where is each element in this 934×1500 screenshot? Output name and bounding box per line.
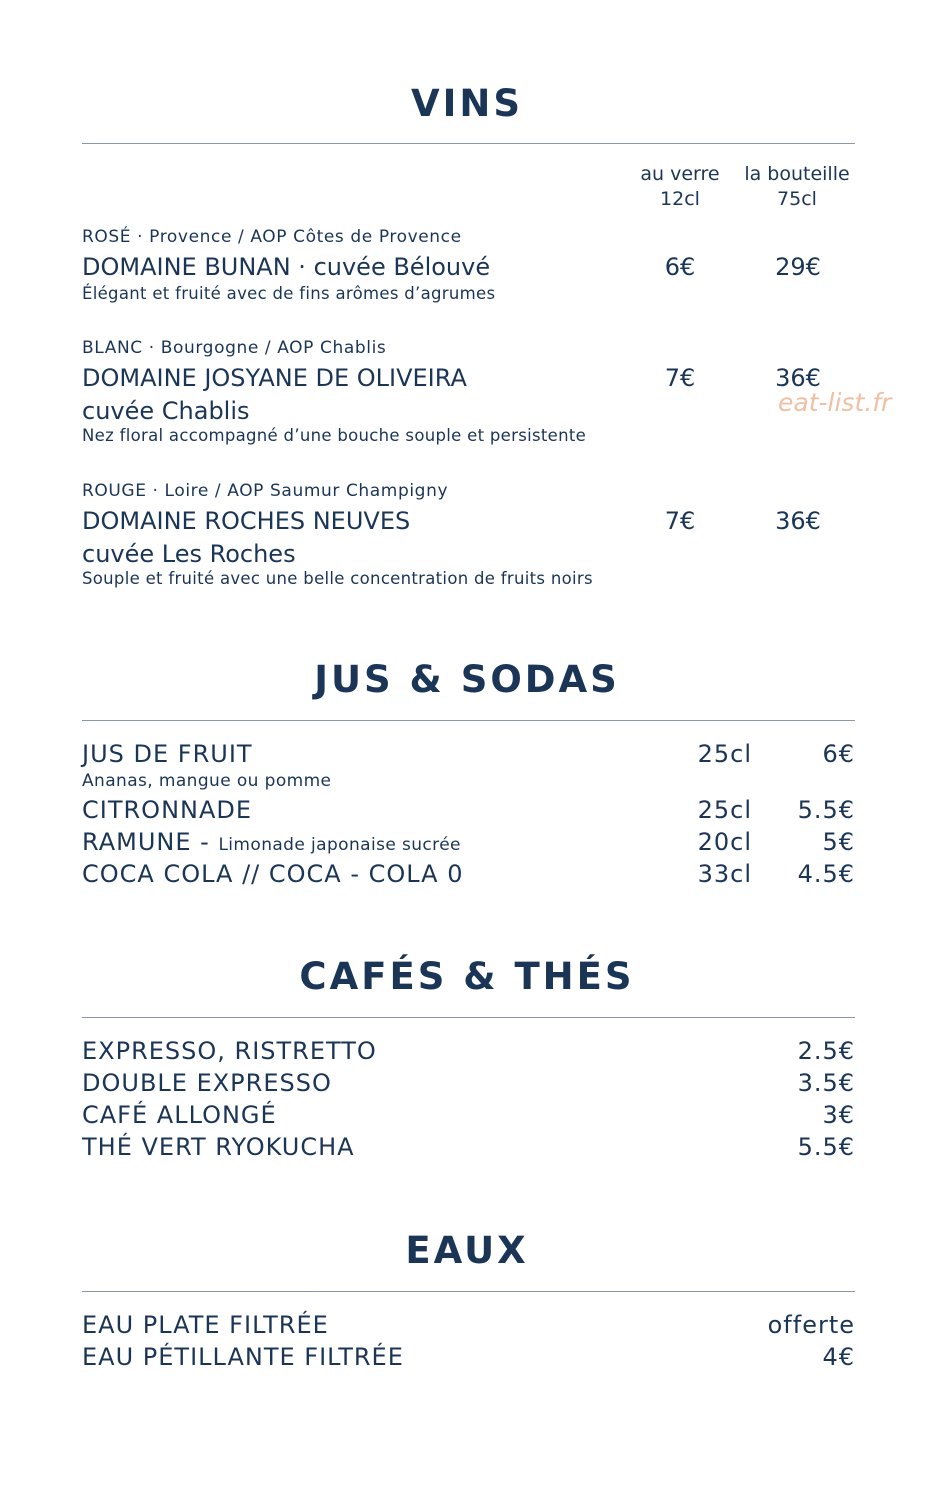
drink-name: RAMUNE -	[82, 828, 219, 856]
drink-note: Limonade japonaise sucrée	[218, 835, 461, 855]
wine-price-bottle: 36€	[775, 507, 821, 535]
cafe-price: 5.5€	[797, 1133, 855, 1161]
drink-name-row	[82, 828, 461, 856]
divider-eaux	[82, 1291, 855, 1292]
section-title-jus-sodas: JUS & SODAS	[314, 658, 620, 701]
drink-price: 5€	[822, 828, 855, 856]
drink-volume: 25cl	[697, 796, 752, 824]
drink-name: JUS DE FRUIT	[82, 740, 253, 768]
wine-cuvee: cuvée Chablis	[82, 397, 250, 425]
drink-price: 6€	[822, 740, 855, 768]
divider-vins	[82, 143, 855, 144]
cafe-price: 3€	[822, 1101, 855, 1129]
cafe-price: 2.5€	[797, 1037, 855, 1065]
water-name: EAU PÉTILLANTE FILTRÉE	[82, 1343, 404, 1371]
drink-price: 5.5€	[797, 796, 855, 824]
wine-description: Souple et fruité avec une belle concentration de fruits noirs	[82, 569, 593, 588]
drink-name: COCA COLA // COCA - COLA 0	[82, 860, 464, 888]
drink-volume: 33cl	[697, 860, 752, 888]
wine-name: DOMAINE ROCHES NEUVES	[82, 507, 411, 535]
divider-cafes-thes	[82, 1017, 855, 1018]
wine-name: DOMAINE BUNAN · cuvée Bélouvé	[82, 253, 491, 281]
cafe-name: EXPRESSO, RISTRETTO	[82, 1037, 377, 1065]
wine-price-bottle: 36€	[775, 364, 821, 392]
drink-volume: 25cl	[697, 740, 752, 768]
column-header-glass-line2: 12cl	[660, 188, 700, 210]
wine-price-glass: 6€	[664, 253, 696, 281]
wine-description: Nez floral accompagné d’une bouche souple et persistente	[82, 426, 587, 445]
cafe-name: THÉ VERT RYOKUCHA	[82, 1133, 355, 1161]
column-header-bottle	[738, 162, 856, 212]
drink-volume: 20cl	[697, 828, 752, 856]
wine-category: ROSÉ · Provence / AOP Côtes de Provence	[82, 227, 462, 247]
wine-cuvee: cuvée Les Roches	[82, 540, 296, 568]
drink-note: Ananas, mangue ou pomme	[82, 771, 332, 791]
drink-name: CITRONNADE	[82, 796, 253, 824]
column-header-bottle-line1: la bouteille	[744, 163, 850, 185]
cafe-name: DOUBLE EXPRESSO	[82, 1069, 332, 1097]
water-price: offerte	[767, 1311, 855, 1339]
water-price: 4€	[822, 1343, 855, 1371]
wine-name: DOMAINE JOSYANE DE OLIVEIRA	[82, 364, 467, 392]
section-title-eaux: EAUX	[405, 1229, 529, 1272]
drink-price: 4.5€	[797, 860, 855, 888]
column-header-glass	[625, 162, 735, 212]
wine-category: ROUGE · Loire / AOP Saumur Champigny	[82, 481, 449, 501]
column-header-bottle-line2: 75cl	[777, 188, 817, 210]
column-header-glass-line1: au verre	[640, 163, 720, 185]
wine-price-bottle: 29€	[775, 253, 821, 281]
wine-price-glass: 7€	[664, 507, 696, 535]
wine-category: BLANC · Bourgogne / AOP Chablis	[82, 338, 387, 358]
wine-description: Élégant et fruité avec de fins arômes d’agrumes	[82, 284, 496, 303]
wine-price-glass: 7€	[664, 364, 696, 392]
cafe-price: 3.5€	[797, 1069, 855, 1097]
section-title-vins: VINS	[410, 82, 523, 125]
watermark: eat-list.fr	[778, 388, 892, 417]
divider-jus-sodas	[82, 720, 855, 721]
water-name: EAU PLATE FILTRÉE	[82, 1311, 329, 1339]
cafe-name: CAFÉ ALLONGÉ	[82, 1101, 277, 1129]
section-title-cafes-thes: CAFÉS & THÉS	[299, 955, 635, 998]
